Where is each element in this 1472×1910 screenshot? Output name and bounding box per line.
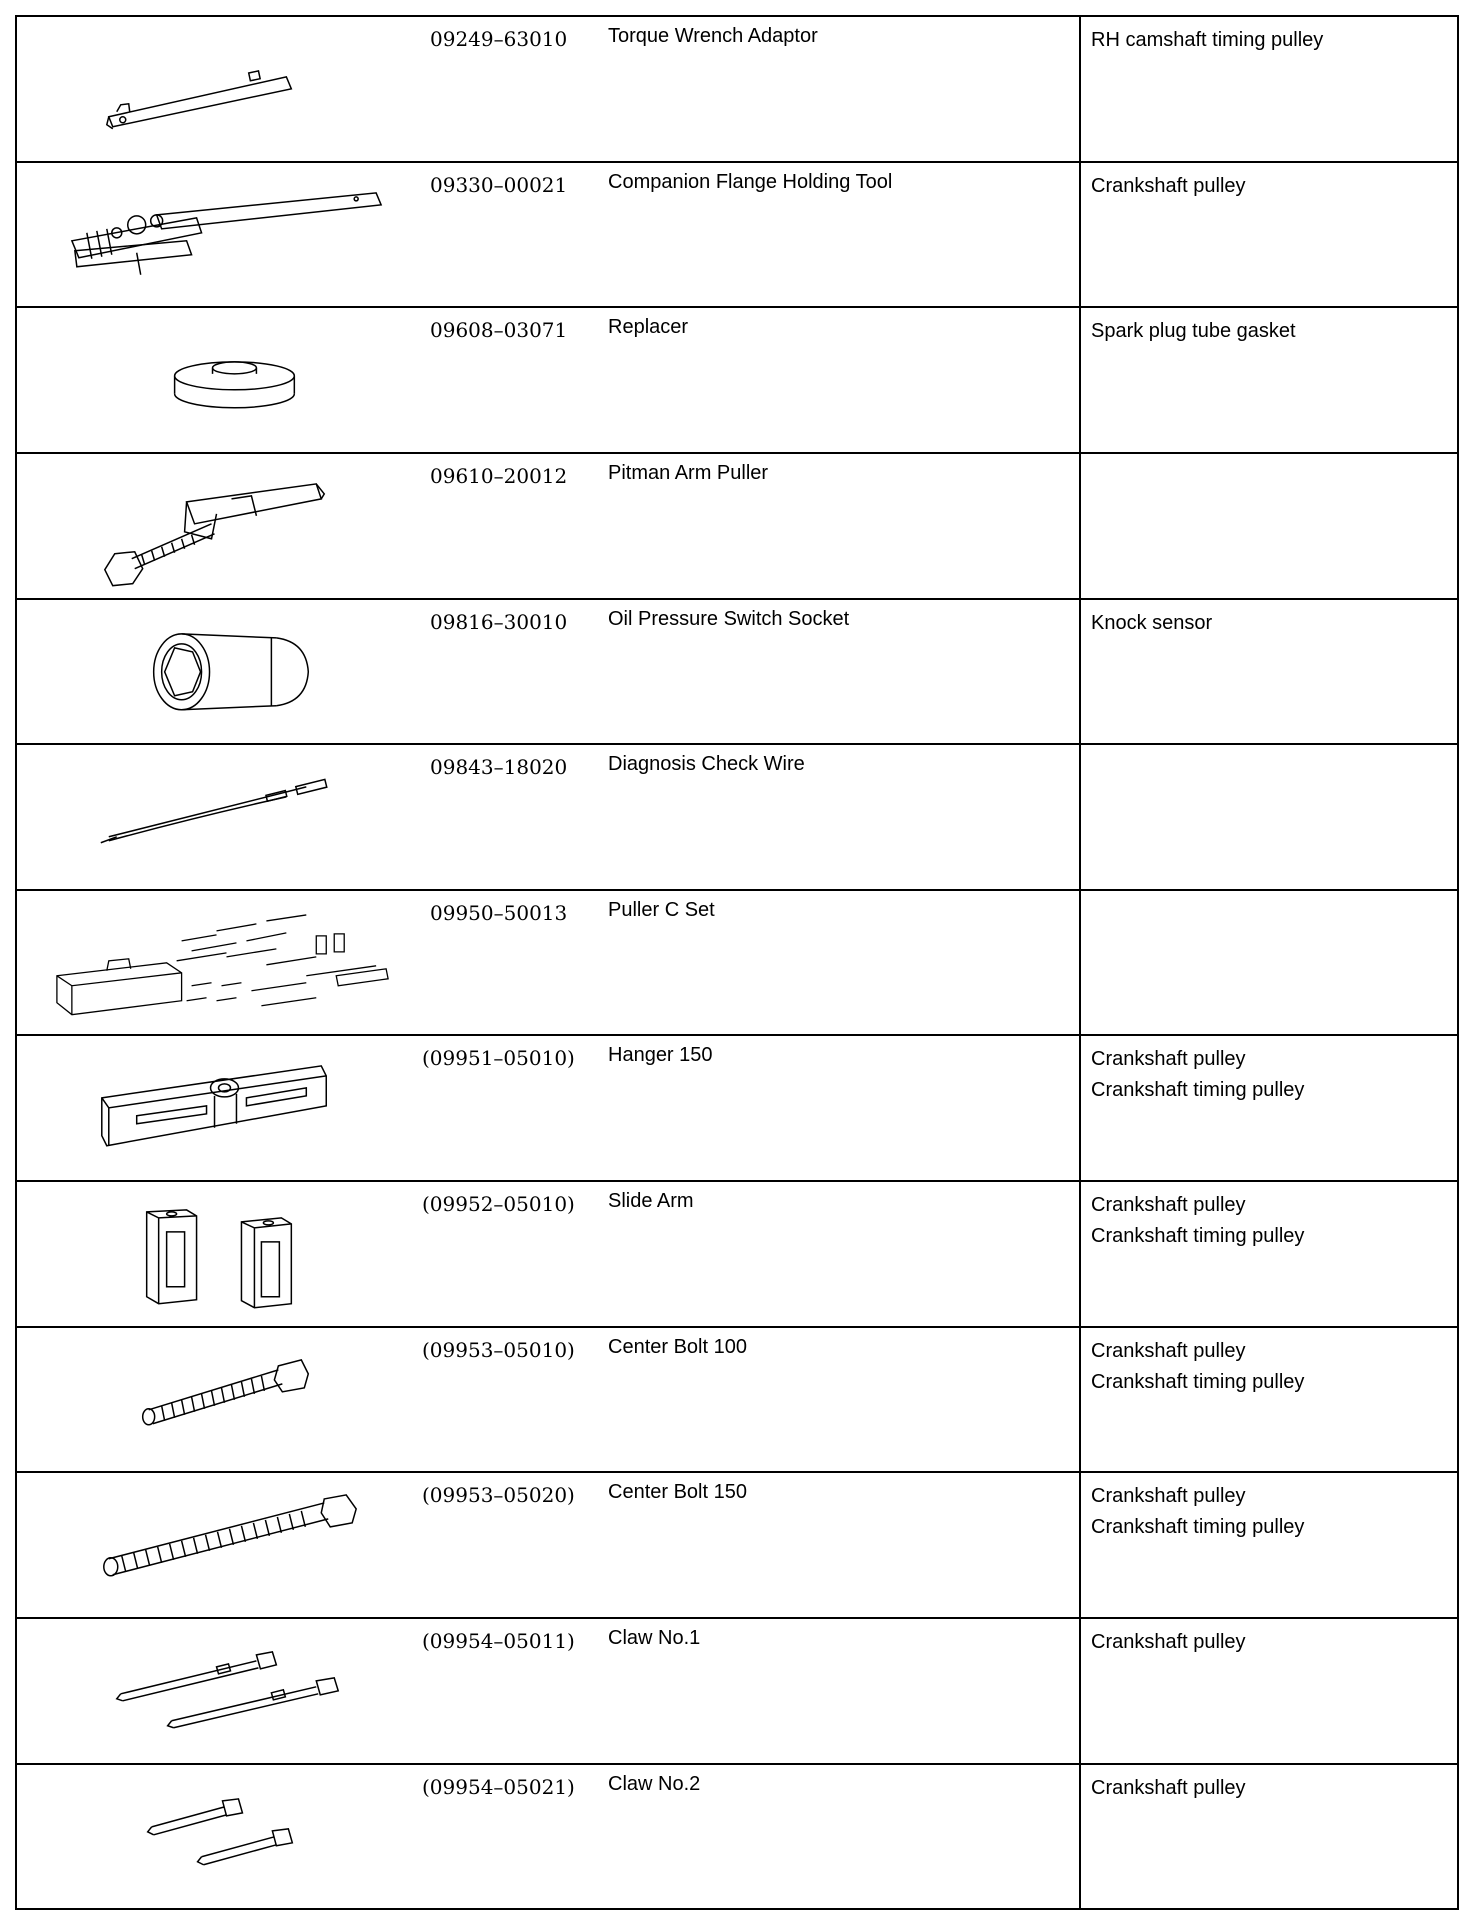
tool-name: Claw No.1 [608, 1627, 701, 1650]
usage-cell [1080, 1035, 1458, 1181]
slide-arm-icon [17, 1182, 430, 1326]
part-number: 09608–03071 [430, 318, 568, 343]
usage-cell [1080, 453, 1458, 599]
part-number: (09953–05020) [422, 1483, 575, 1508]
tool-name: Slide Arm [608, 1190, 694, 1213]
tool-name-cell [430, 453, 1080, 599]
tool-illustration-cell [16, 1764, 430, 1910]
part-number: 09330–00021 [430, 172, 568, 197]
table-row [16, 162, 1458, 308]
usage-item: RH camshaft timing pulley [1091, 29, 1324, 51]
tool-name-cell [430, 599, 1080, 745]
tool-illustration-cell [16, 1618, 430, 1764]
table-row [16, 16, 1458, 162]
tool-illustration-cell [16, 890, 430, 1036]
usage-item: Crankshaft pulley [1091, 1776, 1246, 1799]
part-number: 09816–30010 [430, 609, 568, 634]
pitman-arm-puller-icon [17, 454, 430, 598]
part-number: (09952–05010) [422, 1192, 575, 1217]
tool-name-cell [430, 307, 1080, 453]
table-row [16, 1618, 1458, 1764]
tool-illustration-cell [16, 1327, 430, 1473]
tool-name: Center Bolt 150 [608, 1481, 747, 1504]
part-number: (09954–05011) [422, 1629, 575, 1654]
center-bolt-100-icon [17, 1328, 430, 1472]
tool-name: Center Bolt 100 [608, 1335, 747, 1358]
usage-cell [1080, 1327, 1458, 1473]
tool-name-cell [422, 1618, 1080, 1764]
tool-name: Replacer [608, 316, 689, 339]
usage-item: Crankshaft timing pulley [1091, 1225, 1305, 1248]
tool-name: Hanger 150 [608, 1044, 713, 1067]
replacer-icon [17, 308, 430, 452]
claw-no2-icon [17, 1765, 430, 1909]
table-row [16, 890, 1458, 1036]
socket-icon [17, 600, 430, 744]
companion-flange-holding-tool-icon [17, 163, 430, 307]
part-number: 09249–63010 [430, 27, 568, 51]
table-row [16, 307, 1458, 453]
tool-name-cell [422, 1327, 1080, 1473]
tool-name: Companion Flange Holding Tool [608, 170, 893, 193]
tool-name-cell [430, 890, 1080, 1036]
part-number: 09610–20012 [430, 463, 568, 488]
tool-illustration-cell [16, 162, 430, 308]
usage-cell [1080, 1764, 1458, 1910]
table-row [16, 1472, 1458, 1618]
tool-name-cell [422, 1472, 1080, 1618]
part-number: (09953–05010) [422, 1337, 575, 1362]
hanger-icon [17, 1036, 430, 1180]
claw-no1-icon [17, 1619, 430, 1763]
usage-item: Crankshaft timing pulley [1091, 1516, 1305, 1539]
usage-cell [1080, 1618, 1458, 1764]
tool-name: Torque Wrench Adaptor [608, 25, 818, 47]
torque-wrench-adaptor-icon [17, 17, 430, 161]
tool-illustration-cell [16, 453, 430, 599]
tool-illustration-cell [16, 307, 430, 453]
table-row [16, 599, 1458, 745]
tool-name: Oil Pressure Switch Socket [608, 607, 850, 630]
usage-item: Knock sensor [1091, 611, 1213, 634]
tool-name-cell [430, 16, 1080, 162]
center-bolt-150-icon [17, 1473, 430, 1617]
usage-cell [1080, 162, 1458, 308]
tool-name-cell [422, 1181, 1080, 1327]
usage-cell [1080, 599, 1458, 745]
tool-name: Diagnosis Check Wire [608, 753, 805, 776]
usage-cell [1080, 307, 1458, 453]
usage-cell [1080, 890, 1458, 1036]
usage-item: Crankshaft pulley [1091, 1194, 1246, 1217]
usage-item: Crankshaft pulley [1091, 1631, 1246, 1654]
usage-item: Crankshaft timing pulley [1091, 1079, 1305, 1102]
puller-set-icon [17, 891, 430, 1035]
usage-cell [1080, 744, 1458, 890]
usage-item: Crankshaft timing pulley [1091, 1370, 1305, 1393]
usage-item: Crankshaft pulley [1091, 1485, 1246, 1508]
tool-illustration-cell [16, 744, 430, 890]
tool-name-cell [430, 162, 1080, 308]
tool-name-cell [430, 744, 1080, 890]
usage-item: Spark plug tube gasket [1091, 320, 1296, 343]
table-row [16, 1764, 1458, 1910]
part-number: 09843–18020 [430, 755, 568, 780]
tool-illustration-cell [16, 599, 430, 745]
tool-name-cell [422, 1035, 1080, 1181]
tool-name-cell [422, 1764, 1080, 1910]
usage-item: Crankshaft pulley [1091, 1339, 1246, 1362]
tool-illustration-cell [16, 1035, 430, 1181]
table-row [16, 1327, 1458, 1473]
usage-cell [1080, 1472, 1458, 1618]
part-number: (09951–05010) [422, 1046, 575, 1071]
tool-illustration-cell [16, 1472, 430, 1618]
table-row [16, 1181, 1458, 1327]
usage-cell [1080, 1181, 1458, 1327]
tool-illustration-cell [16, 1181, 430, 1327]
check-wire-icon [17, 745, 430, 889]
tool-illustration-cell [16, 16, 430, 162]
table-row [16, 453, 1458, 599]
tool-name: Puller C Set [608, 898, 715, 921]
part-number: 09950–50013 [430, 900, 568, 925]
tool-name: Claw No.2 [608, 1772, 701, 1795]
tool-name: Pitman Arm Puller [608, 461, 769, 484]
usage-cell [1080, 16, 1458, 162]
usage-item: Crankshaft pulley [1091, 174, 1246, 197]
special-service-tools-table [15, 15, 1459, 1910]
table-row [16, 1035, 1458, 1181]
usage-item: Crankshaft pulley [1091, 1048, 1246, 1071]
table-row [16, 744, 1458, 890]
part-number: (09954–05021) [422, 1774, 575, 1799]
